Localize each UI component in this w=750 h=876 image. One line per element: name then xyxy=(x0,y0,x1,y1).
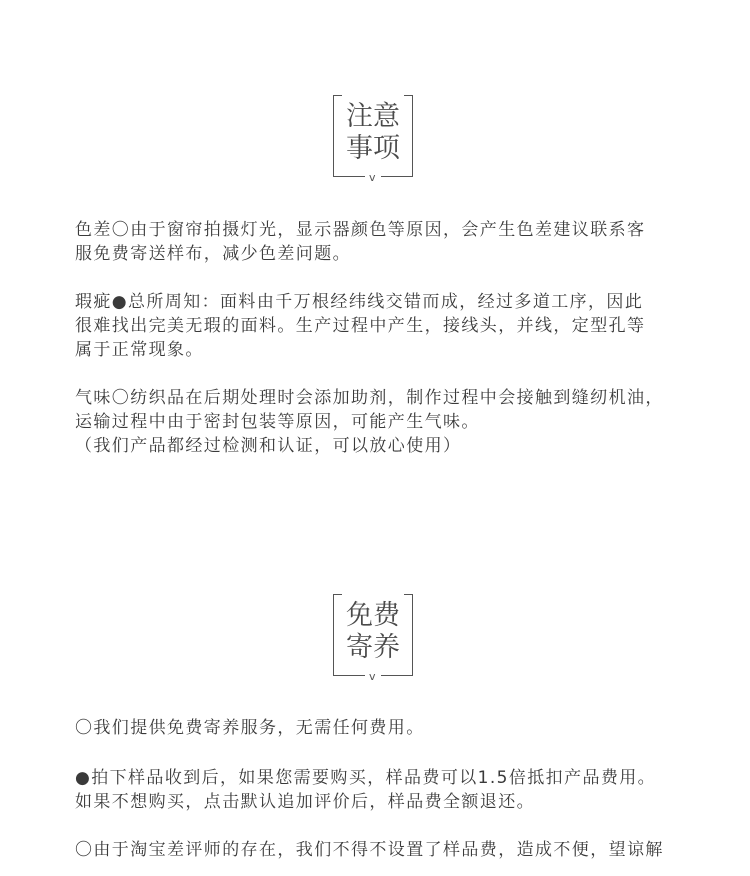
notice-odor: 气味〇纺织品在后期处理时会添加助剂，制作过程中会接触到缝纫机油， 运输过程中由于密封包装等原因，可能产生气味。 （我们产品都经过检测和认证，可以放心使用） xyxy=(75,388,664,456)
notice-defects: 瑕疵●总所周知：面料由千万根经纬线交错而成，经过多道工序，因此 很难找出完美无瑕的面料。生产过程中产生，接线头，并线，定型孔等 属于正常现象。 xyxy=(75,292,646,360)
chevron-down-icon: v xyxy=(369,171,376,184)
badge-frame-left xyxy=(333,95,334,177)
badge-frame-bottom-right xyxy=(381,675,413,676)
badge-frame-bottom-left xyxy=(333,176,365,177)
badge-frame-left xyxy=(333,594,334,676)
section-badge-notice xyxy=(333,95,413,184)
badge-frame-bottom-right xyxy=(381,176,413,177)
badge-frame-top-left xyxy=(333,95,342,96)
badge-frame-right xyxy=(412,95,413,177)
section-title-line1: 注意 xyxy=(346,101,400,132)
sample-fee-reason: 〇由于淘宝差评师的存在，我们不得不设置了样品费，造成不便，望谅解 xyxy=(75,840,664,860)
section-title-line1: 免费 xyxy=(346,600,400,631)
badge-frame-top-left xyxy=(333,594,342,595)
sample-fee-policy: ●拍下样品收到后，如果您需要购买，样品费可以1.5倍抵扣产品费用。 如果不想购买，点击默认追加评价后，样品费全额退还。 xyxy=(75,768,657,812)
chevron-down-icon: v xyxy=(369,670,376,683)
section-badge-free-sample xyxy=(333,594,413,683)
section-title-line2: 寄养 xyxy=(346,632,400,663)
notice-color-difference: 色差〇由于窗帘拍摄灯光，显示器颜色等原因，会产生色差建议联系客 服免费寄送样布，减少色差问题。 xyxy=(75,220,646,264)
sample-free-service: 〇我们提供免费寄养服务，无需任何费用。 xyxy=(75,718,425,738)
badge-frame-top-right xyxy=(404,95,413,96)
badge-frame-right xyxy=(412,594,413,676)
badge-frame-top-right xyxy=(404,594,413,595)
badge-frame-bottom-left xyxy=(333,675,365,676)
section-title-line2: 事项 xyxy=(346,133,400,164)
